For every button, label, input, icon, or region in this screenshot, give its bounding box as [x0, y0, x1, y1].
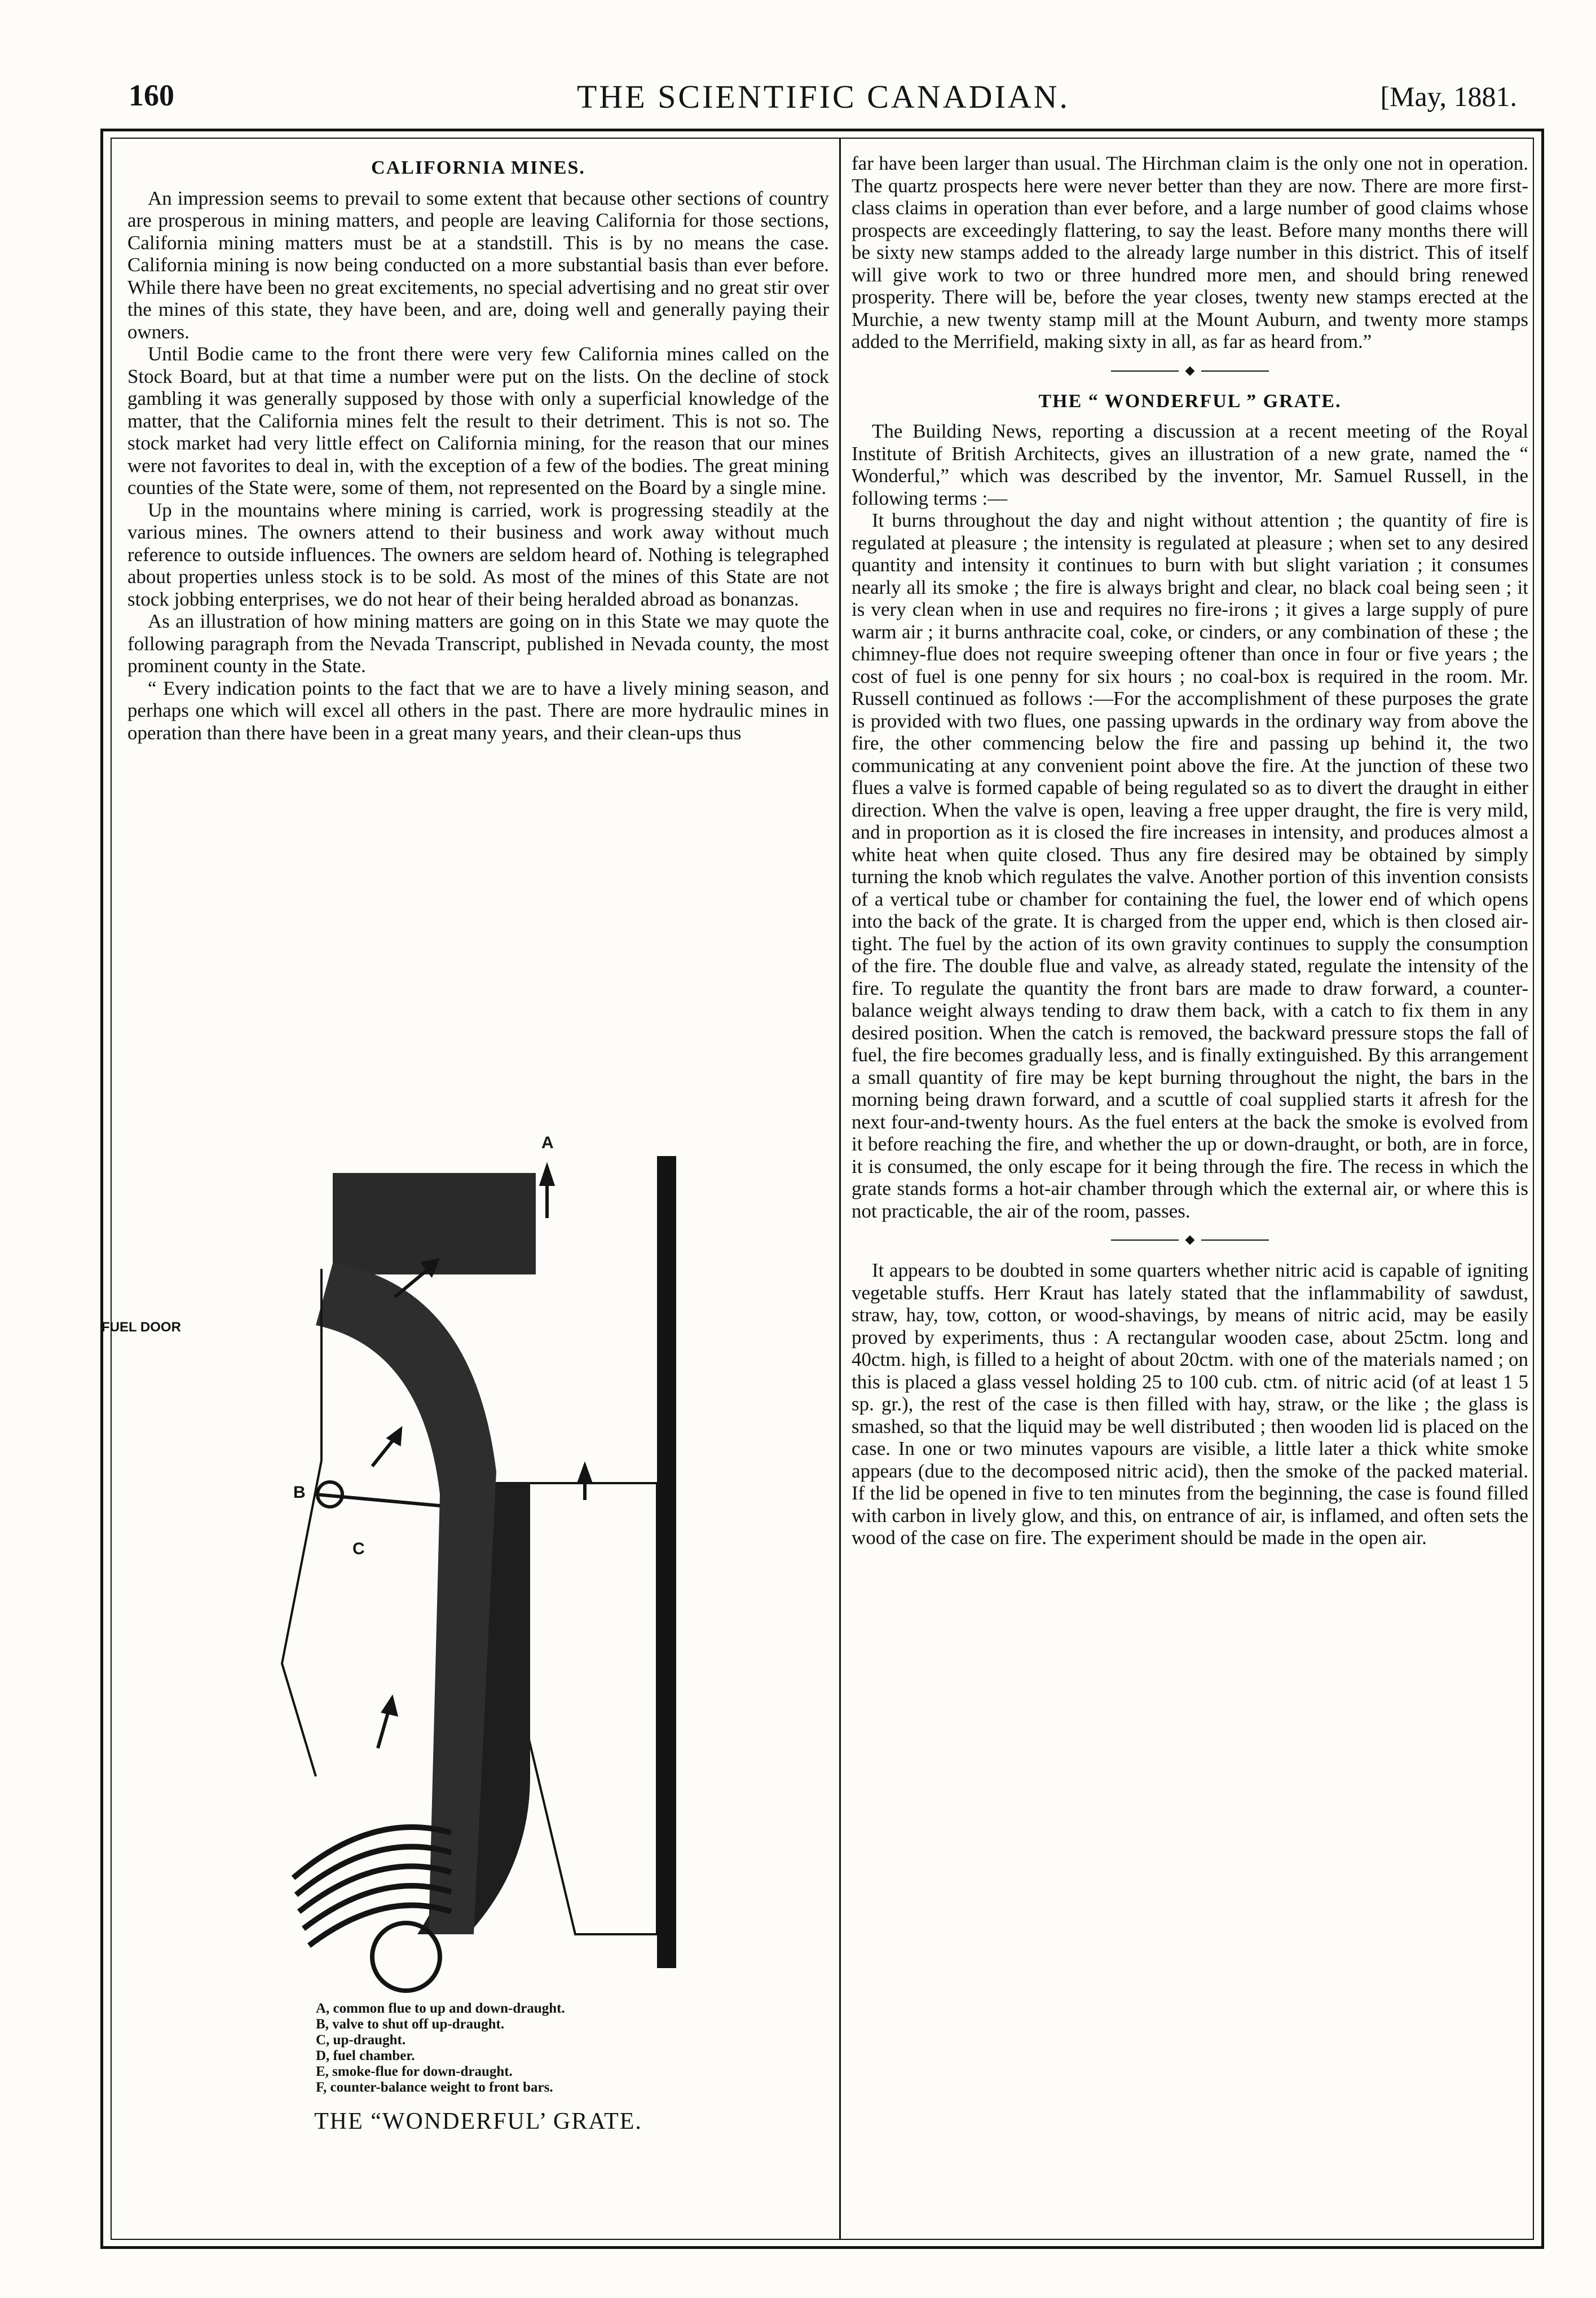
legend-item: F, counter-balance weight to front bars.	[316, 2080, 553, 2095]
california-paragraph-2: Until Bodie came to the front there were very few California mines called on the Stock Board, but at that time a number were put on the lists. On the decline of stock gambling it was generally supposed by those with only a superficial knowledge of the matter, that the California mines felt the result to their detriment. This is not so. The stock market had very little effect on California mining, for the reason that our mines were not favorites to deal in, with the exception of a few of the bodies. The great mining counties of the State were, some of them, not represented on the Board by a single mine.	[127, 343, 829, 499]
fuel-chamber	[316, 1263, 496, 1934]
fuel-door-label: FUEL DOOR	[102, 1320, 181, 1335]
label-a: A	[541, 1133, 554, 1152]
california-quote: “ Every indication points to the fact that we are to have a lively mining season, and perhaps one which will excel all others in the past. There are more hydraulic mines in operation than there have been in a great many years, and their clean-ups thus	[127, 677, 829, 744]
left-column	[127, 152, 829, 744]
wonderful-grate-title: THE “ WONDERFUL ” GRATE.	[1038, 390, 1342, 412]
figure-caption: THE “WONDERFUL’ GRATE.	[314, 2109, 642, 2134]
grate-body: It burns throughout the day and night without attention ; the quantity of fire is regulated at pleasure ; the intensity is regulated at pleasure ; when set to any desired quantity and intensity it continues to burn with but slight variation ; it consumes nearly all its smoke ; the fire is always bright and clear, no black coal being seen ; it is very clean when in use and requires no fire-irons ; it gives a large supply of pure warm air ; it burns anthracite coal, coke, or cinders, or any combination of these ; the chimney-flue does not require sweeping oftener than once in four or five years ; the cost of fuel is one penny for six hours ; no coal-box is required in the room. Mr. Russell continued as follows :—For the accomplishment of these purposes the grate is provided with two flues, one passing upwards in the ordinary way from above the fire, the other commencing below the fire and passing up behind it, the two communicating at any convenient point above the fire. At the junction of these two flues a valve is formed capable of being regulated so as to divert the draught in either direction. When the valve is open, leaving a free upper draught, the fire is very mild, and in proportion as it is closed the fire increases in intensity, and produces almost a white heat when quite closed. Thus any fire desired may be obtained by simply turning the knob which regulates the valve. Another portion of this invention consists of a vertical tube or chamber for containing the fuel, the lower end of which opens into the back of the grate. It is charged from the upper end, which is then closed air-tight. The fuel by the action of its own gravity continues to supply the consumption of the fire. The double flue and valve, as already stated, regulate the intensity of the fire. To regulate the quantity the front bars are made to draw forward, a counter-balance weight always tending to draw them back, with a catch to fix them in any desired position. When the catch is removed, the backward pressure stops the fall of fuel, the fire becomes gradually less, and is finally extinguished. By this arrangement a small quantity of fire may be kept burning throughout the night, the bars in the morning being drawn forward, and a scuttle of coal supplied starts it afresh for the next four-and-twenty hours. As the fuel enters at the back the smoke is evolved from it before reaching the fire, and whether the up or down-draught, or both, are in force, it is consumed, the only escape for it being through the fire. The recess in which the grate stands forms a hot-air chamber through which the external air, or where this is not practicable, the air of the room, passes.	[852, 509, 1528, 1222]
section-ornament	[852, 1234, 1528, 1246]
issue-date: [May, 1881.	[1380, 81, 1517, 112]
right-column	[852, 152, 1528, 1549]
legend-item: E, smoke-flue for down-draught.	[316, 2064, 513, 2079]
legend-item: A, common flue to up and down-draught.	[316, 2001, 565, 2016]
grate-illustration	[102, 1133, 767, 2030]
figure-legend	[316, 2001, 711, 2096]
column-divider	[839, 138, 841, 2240]
california-paragraph-4: As an illustration of how mining matters are going on in this State we may quote the following paragraph from the Nevada Transcript, published in Nevada county, the most prominent county in the State.	[127, 610, 829, 677]
label-b: B	[293, 1483, 306, 1502]
page-header	[102, 78, 1545, 123]
back-wall	[657, 1156, 676, 1968]
california-mines-title: CALIFORNIA MINES.	[371, 157, 585, 178]
nitric-acid-paragraph: It appears to be doubted in some quarters whether nitric acid is capable of igniting vegetable stuffs. Herr Kraut has lately stated that the inflammability of sawdust, straw, hay, tow, cotton, or wood-shavings, by means of nitric acid, may be easily proved by experiments, thus : A rectangular wooden case, about 25ctm. long and 40ctm. high, is filled to a height of about 20ctm. with one of the materials named ; on this is placed a glass vessel holding 25 to 100 cub. ctm. of nitric acid (of at least 1 5 sp. gr.), the rest of the case is then filled with hay, straw, or the like ; the glass is smashed, so that the liquid may be well distributed ; then wooden lid is placed on the case. In one or two minutes vapours are visible, a little later a thick white smoke appears (due to the decomposed nitric acid), then the smoke of the packed material. If the lid be opened in five to ten minutes from the beginning, the case is found filled with carbon in lively glow, and this, on entrance of air, is inflamed, and often sets the wood of the case on fire. The experiment should be made in the open air.	[852, 1259, 1528, 1549]
section-ornament	[852, 365, 1528, 377]
page-number: 160	[129, 78, 174, 112]
grate-intro: The Building News, reporting a discussion at a recent meeting of the Royal Institute of British Architects, gives an illustration of a new grate, named the “ Wonderful,” which was described by the inventor, Mr. Samuel Russell, in the following terms :—	[852, 420, 1528, 509]
grate-diagram	[237, 1156, 767, 2030]
valve-rod	[316, 1494, 440, 1506]
legend-item: B, valve to shut off up-draught.	[316, 2017, 505, 2032]
publication-title: THE SCIENTIFIC CANADIAN.	[576, 78, 1070, 115]
front-casing	[282, 1269, 321, 1776]
legend-item: D, fuel chamber.	[316, 2048, 415, 2063]
legend-item: C, up-draught.	[316, 2032, 406, 2048]
california-paragraph-3: Up in the mountains where mining is carried, work is progressing steadily at the various mines. The owners attend to their business and work away without much reference to outside influences. The owners are seldom heard of. Nothing is telegraphed about properties unless stock is to be sold. As most of the mines of this State are not stock jobbing enterprises, we do not hear of their being heralded abroad as bonanzas.	[127, 499, 829, 610]
california-continuation: far have been larger than usual. The Hirchman claim is the only one not in operation. The quartz prospects here were never better than they are now. There are more first-class claims in operation than ever before, and a large number of good claims whose prospects are exceedingly flattering, to say the least. Before many months there will be sixty new stamps added to the already large number in this district. This of itself will give work to two or three hundred more men, and should bring renewed prosperity. There will be, before the year closes, twenty new stamps erected at the Murchie, a new twenty stamp mill at the Mount Auburn, and twenty more stamps added to the Merrifield, making sixty in all, as far as heard from.”	[852, 152, 1528, 352]
label-c: C	[352, 1540, 365, 1558]
counter-balance-weight	[372, 1923, 440, 1991]
california-paragraph-1: An impression seems to prevail to some extent that because other sections of country are prosperous in mining matters, and people are leaving California for those sections, California mining matters must be at a standstill. This is by no means the case. California mining is now being conducted on a more substantial basis than ever before. While there have been no great excitements, no special advertising and no great stir over the mines of this state, they have been, and are, doing well and generally paying their owners.	[127, 187, 829, 343]
